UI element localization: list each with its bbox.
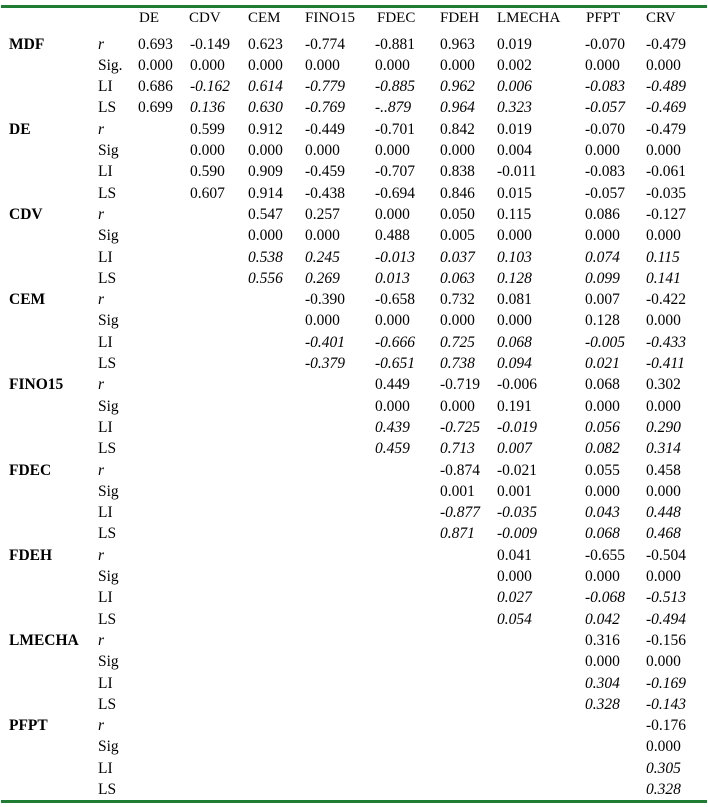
table-cell: 0.468 (646, 525, 681, 543)
table-cell: 0.021 (585, 355, 620, 372)
stat-label: LI (98, 78, 113, 96)
table-cell: 0.002 (497, 56, 532, 74)
table-cell: 0.000 (375, 312, 410, 330)
row-variable-name: DE (9, 120, 31, 138)
table-cell: 0.838 (440, 163, 475, 181)
table-row (0, 225, 708, 246)
table-cell: -0.513 (646, 589, 687, 607)
table-row (0, 758, 708, 779)
table-cell: 0.439 (375, 418, 410, 436)
table-cell: 0.738 (440, 355, 475, 372)
table-cell: 0.007 (585, 291, 620, 309)
table-cell: 0.015 (497, 184, 532, 202)
table-cell: 0.713 (440, 440, 475, 458)
table-cell: -0.070 (585, 35, 626, 53)
table-cell: -0.035 (497, 504, 538, 522)
table-cell: 0.136 (190, 99, 225, 117)
table-cell: 0.042 (585, 610, 620, 628)
stat-label: LS (98, 355, 117, 372)
table-cell: 0.614 (248, 78, 283, 96)
table-cell: 0.962 (440, 78, 475, 96)
stat-label: LI (98, 248, 113, 266)
table-cell: 0.459 (375, 440, 410, 458)
stat-label: r (98, 291, 105, 309)
table-cell: 0.043 (585, 504, 620, 522)
table-cell: 0.000 (585, 397, 620, 415)
table-cell: 0.000 (190, 56, 225, 74)
table-cell: 0.001 (440, 482, 475, 500)
table-cell: 0.000 (646, 568, 681, 585)
table-cell: -0.149 (190, 35, 231, 53)
table-row (0, 97, 708, 118)
table-cell: 0.000 (585, 653, 620, 671)
stat-label: Sig (98, 568, 119, 585)
table-bottom-rule (1, 800, 707, 803)
table-cell: -0.725 (440, 418, 481, 436)
table-cell: -0.070 (585, 120, 626, 138)
row-variable-name: PFPT (9, 717, 48, 735)
table-cell: -0.057 (585, 184, 626, 202)
table-row (0, 374, 708, 395)
table-cell: 0.732 (440, 291, 475, 309)
table-cell: 0.128 (497, 269, 532, 287)
table-cell: 0.000 (585, 482, 620, 500)
table-cell: -0.411 (646, 355, 685, 372)
table-cell: -0.433 (646, 333, 687, 351)
table-row (0, 204, 708, 225)
table-row (0, 630, 708, 651)
table-cell: -0.479 (646, 120, 687, 138)
table-row (0, 545, 708, 566)
table-cell: 0.037 (440, 248, 475, 266)
table-cell: -0.083 (585, 78, 626, 96)
column-header: CDV (189, 10, 221, 26)
table-cell: -0.494 (646, 610, 687, 628)
table-cell: 0.290 (646, 418, 681, 436)
table-cell: 0.488 (375, 227, 410, 245)
table-cell: 0.000 (585, 142, 620, 159)
table-cell: -0.885 (375, 78, 416, 96)
table-cell: 0.027 (497, 589, 532, 607)
stat-label: Sig (98, 482, 119, 500)
table-cell: 0.019 (497, 120, 532, 138)
table-cell: -0.035 (646, 184, 687, 202)
table-cell: -0.379 (305, 355, 346, 372)
table-row (0, 310, 708, 331)
table-cell: 0.699 (138, 99, 173, 117)
table-cell: 0.245 (305, 248, 340, 266)
table-cell: -0.504 (646, 546, 687, 564)
table-cell: 0.000 (440, 312, 475, 330)
table-cell: -0.719 (440, 376, 481, 394)
table-row (0, 55, 708, 76)
table-cell: 0.074 (585, 248, 620, 266)
table-cell: 0.000 (440, 397, 475, 415)
stat-label: r (98, 205, 105, 223)
table-row (0, 523, 708, 544)
table-cell: 0.623 (248, 35, 283, 53)
row-variable-name: CEM (9, 291, 46, 309)
table-cell: 0.000 (497, 312, 532, 330)
table-cell: 0.000 (646, 653, 681, 671)
row-variable-name: FINO15 (9, 376, 64, 394)
row-variable-name: CDV (9, 205, 43, 223)
table-cell: 0.055 (585, 461, 620, 479)
table-cell: 0.000 (305, 312, 340, 330)
table-cell: 0.005 (440, 227, 475, 245)
stat-label: r (98, 35, 105, 53)
stat-label: Sig (98, 227, 119, 245)
stat-label: LI (98, 759, 113, 777)
table-cell: 0.599 (190, 120, 225, 138)
table-cell: 0.304 (585, 674, 620, 692)
table-cell: -0.009 (497, 525, 538, 543)
stat-label: LI (98, 674, 113, 692)
table-cell: 0.000 (497, 568, 532, 585)
table-row (0, 161, 708, 182)
table-row (0, 736, 708, 757)
table-row (0, 353, 708, 374)
table-cell: 0.006 (497, 78, 532, 96)
table-cell: 0.963 (440, 35, 475, 53)
table-cell: -0.694 (375, 184, 416, 202)
table-cell: 0.000 (138, 56, 173, 74)
stat-label: Sig. (98, 56, 123, 74)
table-cell: 0.050 (440, 205, 475, 223)
table-cell: 0.000 (646, 312, 681, 330)
table-cell: -0.019 (497, 418, 538, 436)
column-header: FDEC (377, 10, 416, 26)
stat-label: r (98, 546, 105, 564)
table-row (0, 715, 708, 736)
table-cell: 0.082 (585, 440, 620, 458)
table-cell: 0.449 (375, 376, 410, 394)
stat-label: Sig (98, 738, 119, 756)
table-cell: -0.707 (375, 163, 416, 181)
table-cell: -0.666 (375, 333, 416, 351)
table-cell: 0.000 (497, 227, 532, 245)
table-cell: 0.063 (440, 269, 475, 287)
table-cell: 0.000 (375, 142, 410, 159)
table-cell: 0.128 (585, 312, 620, 330)
table-cell: 0.909 (248, 163, 283, 181)
stat-label: LS (98, 525, 117, 543)
table-cell: 0.607 (190, 184, 225, 202)
table-cell: -0.881 (375, 35, 416, 53)
table-cell: 0.000 (248, 56, 283, 74)
table-cell: -0.774 (305, 35, 346, 53)
column-header: CRV (646, 10, 676, 26)
stat-label: LS (98, 695, 117, 713)
table-cell: 0.004 (497, 142, 532, 159)
table-row (0, 460, 708, 481)
table-row (0, 417, 708, 438)
table-cell: 0.964 (440, 99, 475, 117)
table-cell: 0.094 (497, 355, 532, 372)
table-cell: -0.422 (646, 291, 687, 309)
table-cell: 0.000 (375, 56, 410, 74)
table-cell: 0.269 (305, 269, 340, 287)
table-cell: 0.068 (497, 333, 532, 351)
table-cell: 0.041 (497, 546, 532, 564)
table-cell: 0.141 (646, 269, 681, 287)
table-cell: 0.000 (585, 568, 620, 585)
stat-label: Sig (98, 312, 119, 330)
table-cell: -0.655 (585, 546, 626, 564)
table-cell: 0.000 (190, 142, 225, 159)
table-cell: 0.314 (646, 440, 681, 458)
table-cell: -0.449 (305, 120, 346, 138)
table-cell: 0.328 (646, 781, 681, 798)
table-cell: 0.725 (440, 333, 475, 351)
table-cell: 0.458 (646, 461, 681, 479)
table-cell: -0.459 (305, 163, 346, 181)
table-cell: -0.489 (646, 78, 687, 96)
table-row (0, 140, 708, 161)
table-cell: 0.842 (440, 120, 475, 138)
row-variable-name: MDF (9, 35, 45, 53)
table-cell: 0.328 (585, 695, 620, 713)
table-cell: 0.191 (497, 397, 532, 415)
table-cell: 0.000 (646, 738, 681, 756)
table-cell: 0.538 (248, 248, 283, 266)
table-cell: -..879 (375, 99, 412, 117)
table-cell: 0.871 (440, 525, 475, 543)
table-cell: 0.086 (585, 205, 620, 223)
table-cell: -0.061 (646, 163, 687, 181)
table-cell: 0.000 (375, 205, 410, 223)
table-cell: 0.630 (248, 99, 283, 117)
table-cell: -0.143 (646, 695, 687, 713)
table-cell: 0.000 (646, 227, 681, 245)
table-row (0, 566, 708, 587)
table-cell: 0.000 (440, 142, 475, 159)
row-variable-name: FDEH (9, 546, 53, 564)
table-row (0, 481, 708, 502)
table-cell: 0.000 (585, 56, 620, 74)
table-cell: 0.054 (497, 610, 532, 628)
table-row (0, 673, 708, 694)
stat-label: LS (98, 184, 117, 202)
stat-label: r (98, 376, 105, 394)
table-row (0, 694, 708, 715)
stat-label: r (98, 631, 105, 649)
table-cell: -0.005 (585, 333, 626, 351)
table-cell: 0.912 (248, 120, 283, 138)
stat-label: LI (98, 163, 113, 181)
table-cell: 0.302 (646, 376, 681, 394)
table-cell: 0.686 (138, 78, 173, 96)
table-header-row (0, 8, 708, 29)
row-variable-name: LMECHA (9, 631, 79, 649)
table-row (0, 76, 708, 97)
table-cell: 0.590 (190, 163, 225, 181)
table-cell: 0.000 (646, 56, 681, 74)
table-row (0, 119, 708, 140)
stat-label: LI (98, 504, 113, 522)
table-cell: -0.401 (305, 333, 346, 351)
table-cell: -0.156 (646, 631, 687, 649)
table-cell: 0.000 (305, 227, 340, 245)
table-cell: -0.779 (305, 78, 346, 96)
table-cell: 0.846 (440, 184, 475, 202)
table-cell: 0.068 (585, 376, 620, 394)
table-cell: -0.438 (305, 184, 346, 202)
row-variable-name: FDEC (9, 461, 52, 479)
table-cell: -0.057 (585, 99, 626, 117)
table-row (0, 438, 708, 459)
table-row (0, 587, 708, 608)
table-row (0, 651, 708, 672)
table-cell: -0.006 (497, 376, 538, 394)
stat-label: Sig (98, 142, 119, 159)
table-cell: 0.000 (646, 482, 681, 500)
stat-label: LI (98, 589, 113, 607)
table-row (0, 247, 708, 268)
table-cell: 0.000 (440, 56, 475, 74)
table-row (0, 779, 708, 800)
column-header: FDEH (440, 10, 480, 26)
table-cell: -0.469 (646, 99, 687, 117)
table-cell: 0.068 (585, 525, 620, 543)
table-cell: 0.001 (497, 482, 532, 500)
table-cell: 0.556 (248, 269, 283, 287)
stat-label: r (98, 120, 105, 138)
table-cell: 0.000 (375, 397, 410, 415)
table-cell: 0.099 (585, 269, 620, 287)
table-cell: 0.103 (497, 248, 532, 266)
column-header: CEM (248, 10, 281, 26)
table-cell: -0.013 (375, 248, 416, 266)
stat-label: Sig (98, 397, 119, 415)
table-cell: 0.019 (497, 35, 532, 53)
table-row (0, 34, 708, 55)
column-header: DE (139, 10, 159, 26)
table-cell: -0.877 (440, 504, 481, 522)
table-cell: 0.115 (646, 248, 680, 266)
column-header: FINO15 (305, 10, 356, 26)
table-cell: 0.547 (248, 205, 283, 223)
table-cell: -0.011 (497, 163, 537, 181)
table-cell: 0.000 (646, 397, 681, 415)
table-row (0, 396, 708, 417)
table-cell: 0.914 (248, 184, 283, 202)
table-row (0, 502, 708, 523)
column-header: PFPT (586, 10, 621, 26)
table-cell: 0.007 (497, 440, 532, 458)
table-cell: 0.081 (497, 291, 532, 309)
table-cell: 0.000 (248, 142, 283, 159)
table-row (0, 268, 708, 289)
table-cell: 0.000 (305, 142, 340, 159)
stat-label: LS (98, 610, 117, 628)
stat-label: r (98, 461, 105, 479)
table-cell: 0.305 (646, 759, 681, 777)
table-cell: -0.021 (497, 461, 538, 479)
table-row (0, 289, 708, 310)
table-row (0, 183, 708, 204)
table-cell: 0.013 (375, 269, 410, 287)
table-cell: -0.701 (375, 120, 416, 138)
stat-label: LS (98, 269, 117, 287)
table-cell: 0.316 (585, 631, 620, 649)
table-cell: -0.169 (646, 674, 687, 692)
table-cell: 0.000 (248, 227, 283, 245)
table-cell: 0.115 (497, 205, 532, 223)
stat-label: LS (98, 781, 117, 798)
table-cell: -0.874 (440, 461, 481, 479)
table-cell: 0.693 (138, 35, 173, 53)
table-cell: -0.390 (305, 291, 346, 309)
table-cell: 0.448 (646, 504, 681, 522)
table-cell: 0.000 (585, 227, 620, 245)
table-cell: 0.000 (305, 56, 340, 74)
stat-label: r (98, 717, 105, 735)
column-header: LMECHA (497, 10, 561, 26)
table-cell: -0.176 (646, 717, 687, 735)
stat-label: LS (98, 440, 117, 458)
table-cell: -0.162 (190, 78, 231, 96)
stat-label: LI (98, 333, 113, 351)
table-cell: -0.658 (375, 291, 416, 309)
table-cell: -0.479 (646, 35, 687, 53)
table-cell: -0.651 (375, 355, 416, 372)
table-cell: 0.323 (497, 99, 532, 117)
table-cell: -0.083 (585, 163, 626, 181)
stat-label: Sig (98, 653, 119, 671)
table-cell: 0.056 (585, 418, 620, 436)
stat-label: LS (98, 99, 117, 117)
table-row (0, 332, 708, 353)
table-cell: -0.127 (646, 205, 687, 223)
table-row (0, 609, 708, 630)
stat-label: LI (98, 418, 113, 436)
table-cell: 0.000 (646, 142, 681, 159)
table-cell: -0.068 (585, 589, 626, 607)
table-cell: 0.257 (305, 205, 340, 223)
table-cell: -0.769 (305, 99, 346, 117)
